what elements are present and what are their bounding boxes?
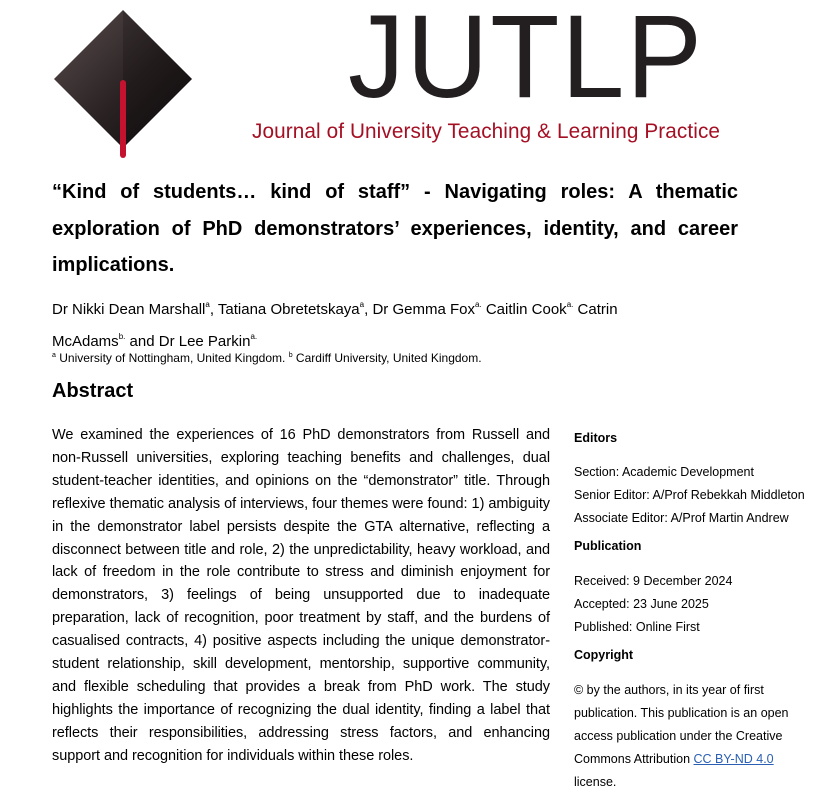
- abstract-heading: Abstract: [52, 380, 134, 402]
- author-affiliation-mark: a.: [566, 300, 574, 309]
- author-affiliation-mark: a.: [474, 300, 482, 309]
- publication-heading: Publication: [574, 539, 642, 553]
- copyright-text: [574, 679, 809, 794]
- author-list: [52, 291, 692, 355]
- author-name: Dr Nikki Dean Marshall: [52, 301, 206, 318]
- author-affiliation-mark: a.: [250, 332, 258, 341]
- abstract-body: We examined the experiences of 16 PhD demonstrators from Russell and non-Russell universities, exploring teaching benefits and challenges, dual student-teacher identities, and opinions on the “demonstrator” title. Through reflexive thematic analysis of interviews, four themes were found: 1) ambiguity in the demonstrator label persists despite the GTA alternative, reflecting a disconnect between title and role, 2) the unpredictability, heavy workload, and lack of freedom in the role contribute to stress and diminish enjoyment for demonstrators, 3) feelings of being unsupported due to inadequate preparation, lack of recognition, poor treatment by staff, and the burdens of casualised contracts, 4) positive aspects including the unique demonstrator-student relationship, skill development, mentorship, supportive community, and flexible scheduling that provides a break from PhD work. The study highlights the importance of recognizing the dual identity, finding a label that reflects their responsibilities, addressing stress factors, and enhancing support and recognition for individuals within these roles.: [52, 427, 550, 764]
- mortarboard-diamond-icon: [52, 8, 194, 160]
- editor-section: Section: Academic Development: [574, 465, 754, 479]
- article-title: “Kind of students… kind of staff” - Navigating roles: A thematic exploration of PhD demonstrators’ experiences, identity, and career implications.: [52, 181, 738, 276]
- received-date: Received: 9 December 2024: [574, 574, 733, 588]
- accepted-date: Accepted: 23 June 2025: [574, 597, 709, 611]
- copyright-heading: Copyright: [574, 648, 634, 662]
- editors-heading: Editors: [574, 431, 618, 445]
- editors-panel: [574, 431, 829, 530]
- author-affiliation-mark: a: [205, 300, 210, 309]
- affiliations: [52, 347, 692, 367]
- senior-editor: Senior Editor: A/Prof Rebekkah Middleton: [574, 488, 805, 502]
- affiliation-text: University of Nottingham, United Kingdom.: [55, 351, 289, 365]
- published-status: Published: Online First: [574, 620, 700, 634]
- affiliation-text: Cardiff University, United Kingdom.: [292, 351, 482, 365]
- associate-editor: Associate Editor: A/Prof Martin Andrew: [574, 511, 789, 525]
- author-name: Catrin McAdams: [52, 301, 618, 350]
- affiliation-mark: a: [52, 352, 56, 359]
- copyright-text-start: © by the authors, in its year of first publication. This publication is an open access publication under the Creative Commons Attribution: [574, 683, 789, 766]
- journal-acronym: JUTLP: [348, 0, 704, 123]
- copyright-panel: [574, 648, 829, 794]
- author-separator: ,: [209, 301, 218, 318]
- publication-panel: [574, 539, 829, 639]
- journal-name: Journal of University Teaching & Learning Practice: [252, 119, 721, 143]
- author-name: Tatiana Obretetskaya: [217, 301, 360, 318]
- author-separator: ,: [364, 301, 373, 318]
- author-affiliation-mark: a: [359, 300, 365, 309]
- author-name: Caitlin Cook: [485, 301, 567, 318]
- author-affiliation-mark: b.: [118, 332, 126, 341]
- license-link[interactable]: CC BY-ND 4.0: [693, 752, 774, 766]
- affiliation-mark: b: [288, 352, 293, 359]
- author-name: Dr Lee Parkin: [158, 333, 251, 350]
- copyright-text-end: license.: [574, 775, 617, 789]
- author-separator: and: [125, 333, 159, 350]
- author-name: Dr Gemma Fox: [372, 301, 475, 318]
